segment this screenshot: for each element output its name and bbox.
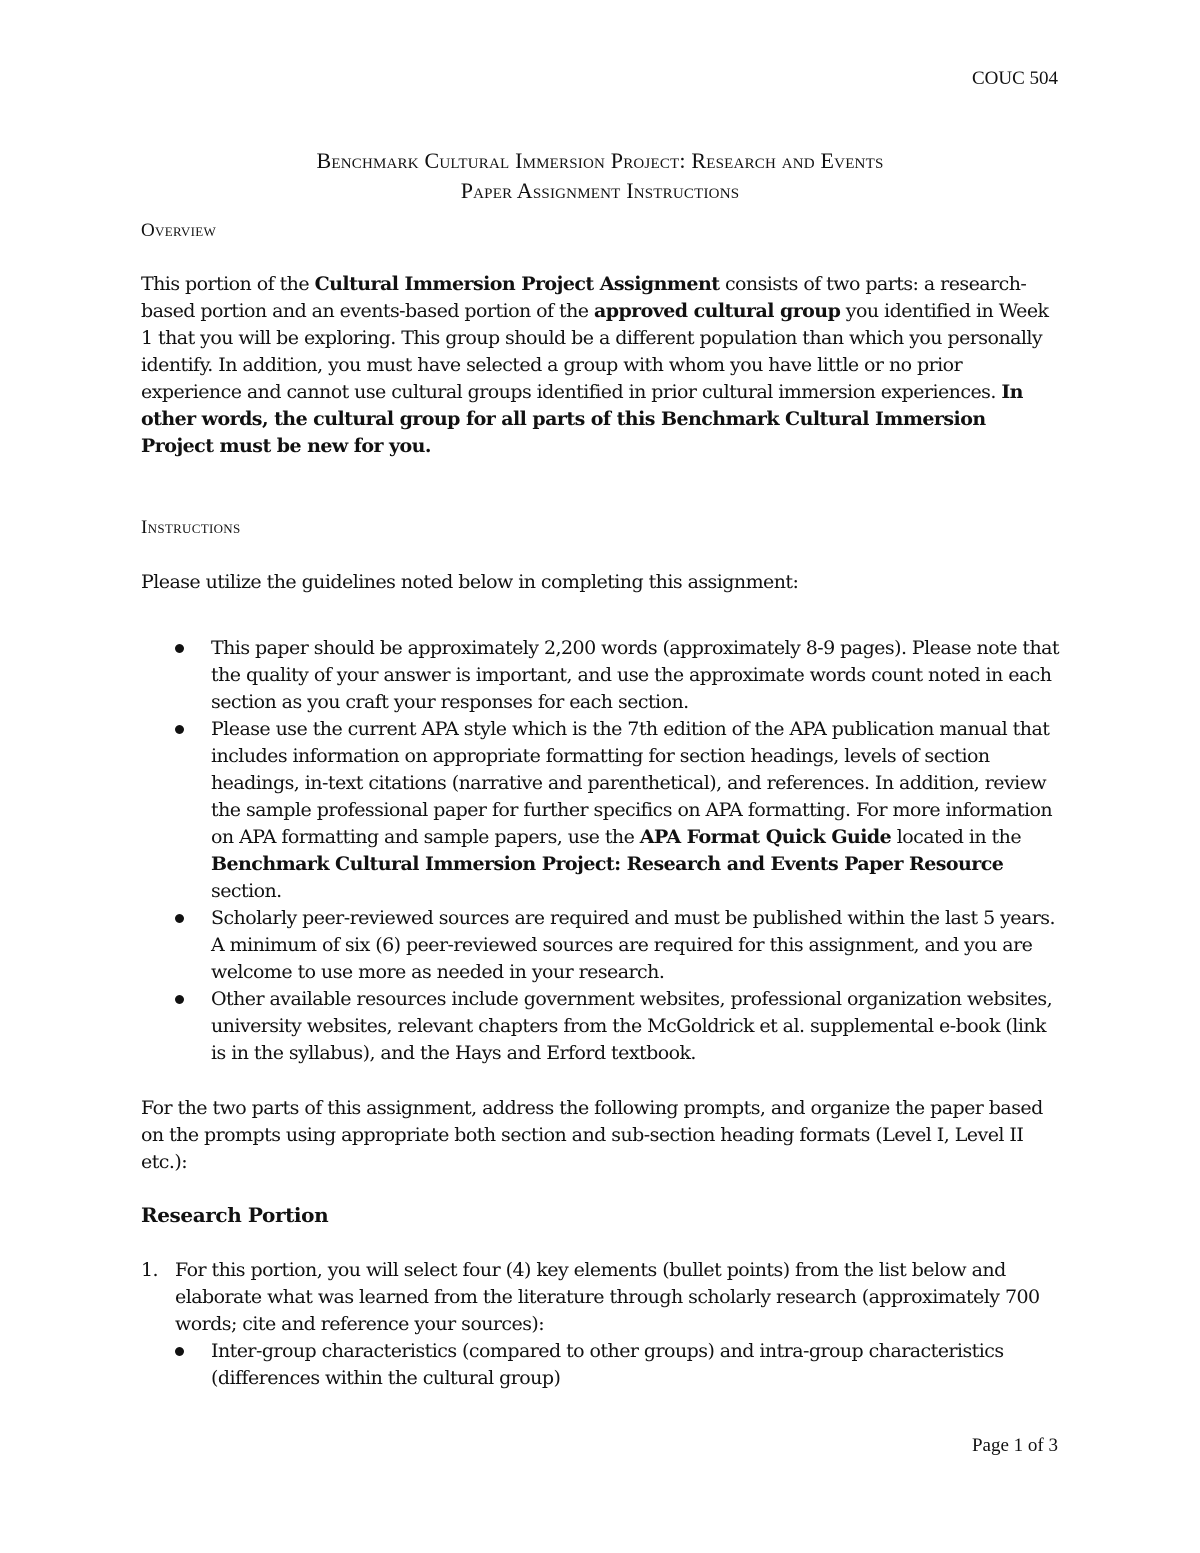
instructions-heading: Instructions	[141, 517, 241, 538]
instructions-bullet-list	[141, 635, 1061, 1067]
title-line-2: Paper Assignment Instructions	[460, 178, 740, 203]
research-numbered-list	[141, 1257, 1061, 1392]
list-item	[141, 905, 1061, 986]
document-title	[100, 146, 1100, 206]
overview-text-2: consists of two parts: a research-based portion and an events-based portion of the	[141, 273, 1027, 322]
course-code-header: COUC 504	[971, 68, 1058, 89]
research-item-1-text: For this portion, you will select four (4) key elements (bullet points) from the list below and elaborate what was learned from the literature through scholarly research (approximately 700 words; cite and reference your sources):	[175, 1259, 1040, 1335]
bullet-2-text-2: located in the	[891, 826, 1022, 848]
bullet-icon	[175, 914, 184, 923]
bullet-2-text-3: section.	[211, 880, 282, 902]
list-item	[141, 986, 1061, 1067]
list-item	[141, 635, 1061, 716]
overview-text-3: you identified in Week 1 that you will be exploring. This group should be a different population than which you personally identify. In addition, you must have selected a group with whom you have little or no prior experience and cannot use cultural groups identified in prior cultural immersion experiences.	[141, 300, 1049, 403]
bullet-icon	[175, 725, 184, 734]
research-portion-heading: Research Portion	[141, 1203, 329, 1227]
overview-heading: Overview	[141, 220, 217, 241]
bullet-text-4: Other available resources include government websites, professional organization websites, university websites, relevant chapters from the McGoldrick et al. supplemental e-book (link is in the syllabus), and the Hays and Erford textbook.	[211, 988, 1053, 1064]
bullet-icon	[175, 1347, 184, 1356]
bullet-2-bold-1: APA Format Quick Guide	[639, 826, 892, 848]
page-number-footer: Page 1 of 3	[971, 1435, 1058, 1456]
bullet-2-text-1: Please use the current APA style which is the 7th edition of the APA publication manual that includes information on appropriate formatting for section headings, levels of section headings, in-text citations (narrative and parenthetical), and references. In addition, review the sample professional paper for further specifics on APA formatting. For more information on APA formatting and sample papers, use the	[211, 718, 1053, 848]
instructions-intro: Please utilize the guidelines noted below in completing this assignment:	[141, 571, 799, 593]
item-number: 1.	[141, 1259, 159, 1281]
overview-bold-2: approved cultural group	[593, 300, 841, 322]
overview-paragraph	[141, 271, 1061, 460]
overview-bold-1: Cultural Immersion Project Assignment	[314, 273, 720, 295]
list-item	[141, 716, 1061, 905]
overview-bold-3: In other words, the cultural group for all parts of this Benchmark Cultural Immersion Project must be new for you.	[141, 381, 1023, 457]
list-item	[175, 1338, 1061, 1392]
bullet-2-bold-2: Benchmark Cultural Immersion Project: Research and Events Paper Resource	[211, 853, 1004, 875]
overview-text-1: This portion of the	[141, 273, 315, 295]
title-line-1: Benchmark Cultural Immersion Project: Research and Events	[316, 148, 884, 173]
bullet-text-1: This paper should be approximately 2,200 words (approximately 8-9 pages). Please note that the quality of your answer is important, and use the approximate words count noted in each section as you craft your responses for each section.	[211, 637, 1060, 713]
research-sub-bullet-1: Inter-group characteristics (compared to other groups) and intra-group characteristics (differences within the cultural group)	[211, 1340, 1004, 1389]
bullet-text-3: Scholarly peer-reviewed sources are required and must be published within the last 5 years. A minimum of six (6) peer-reviewed sources are required for this assignment, and you are welcome to use more as needed in your research.	[211, 907, 1055, 983]
list-item	[141, 1257, 1061, 1392]
instructions-closing: For the two parts of this assignment, address the following prompts, and organize the paper based on the prompts using appropriate both section and sub-section heading formats (Level I, Level II etc.):	[141, 1097, 1043, 1173]
bullet-icon	[175, 995, 184, 1004]
bullet-icon	[175, 644, 184, 653]
